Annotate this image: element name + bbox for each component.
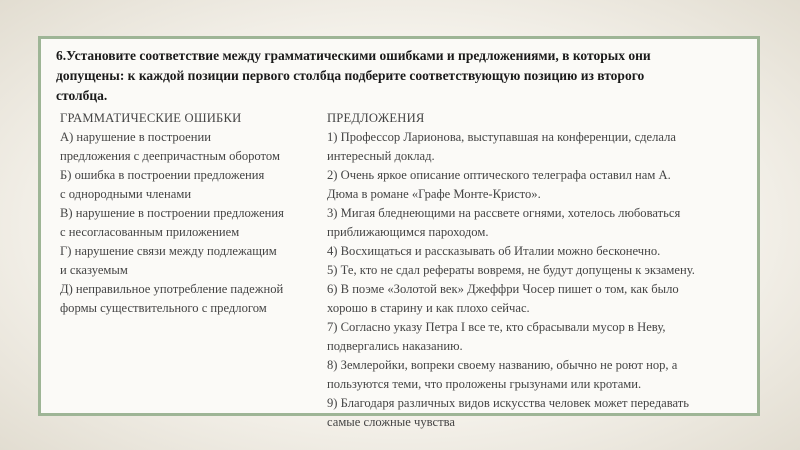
sentences-heading: ПРЕДЛОЖЕНИЯ [327, 111, 425, 125]
sentence-line: самые сложные чувства [327, 415, 455, 429]
errors-heading: ГРАММАТИЧЕСКИЕ ОШИБКИ [60, 111, 242, 125]
error-line: с несогласованным приложением [60, 225, 240, 239]
sentence-line: 7) Согласно указу Петра I все те, кто сбрасывали мусор в Неву, [327, 320, 666, 334]
error-line: Б) ошибка в построении предложения [60, 168, 265, 182]
sentence-line: 2) Очень яркое описание оптического телеграфа оставил нам А. [327, 168, 671, 182]
error-line: предложения с деепричастным оборотом [60, 149, 280, 163]
sentence-line: хорошо в старину и как плохо сейчас. [327, 301, 530, 315]
error-line: с однородными членами [60, 187, 192, 201]
errors-column [60, 109, 322, 318]
sentence-line: 3) Мигая бледнеющими на рассвете огнями, хотелось любоваться [327, 206, 681, 220]
sentences-column [327, 109, 752, 432]
task-text [56, 46, 746, 106]
error-line: А) нарушение в построении [60, 130, 211, 144]
sentence-line: 1) Профессор Ларионова, выступавшая на конференции, сделала [327, 130, 676, 144]
error-line: Г) нарушение связи между подлежащим [60, 244, 277, 258]
error-line: и сказуемым [60, 263, 128, 277]
task-line: 6.Установите соответствие между грамматическими ошибками и предложениями, в которых они [56, 48, 651, 63]
sentence-line: 6) В поэме «Золотой век» Джеффри Чосер пишет о том, как было [327, 282, 679, 296]
sentence-line: подвергались наказанию. [327, 339, 463, 353]
sentence-line: интересный доклад. [327, 149, 435, 163]
error-line: В) нарушение в построении предложения [60, 206, 284, 220]
sentence-line: 8) Землеройки, вопреки своему названию, обычно не роют нор, а [327, 358, 678, 372]
task-line: допущены: к каждой позиции первого столбца подберите соответствующую позицию из второго [56, 68, 645, 83]
error-line: формы существительного с предлогом [60, 301, 267, 315]
sentence-line: Дюма в романе «Графе Монте-Кристо». [327, 187, 541, 201]
error-line: Д) неправильное употребление падежной [60, 282, 284, 296]
task-line: столбца. [56, 88, 108, 103]
sentence-line: приближающимся пароходом. [327, 225, 489, 239]
sentence-line: пользуются теми, что проложены грызунами или кротами. [327, 377, 642, 391]
sentence-line: 9) Благодаря различных видов искусства человек может передавать [327, 396, 690, 410]
sentence-line: 4) Восхищаться и рассказывать об Италии можно бесконечно. [327, 244, 661, 258]
sentence-line: 5) Те, кто не сдал рефераты вовремя, не будут допущены к экзамену. [327, 263, 695, 277]
